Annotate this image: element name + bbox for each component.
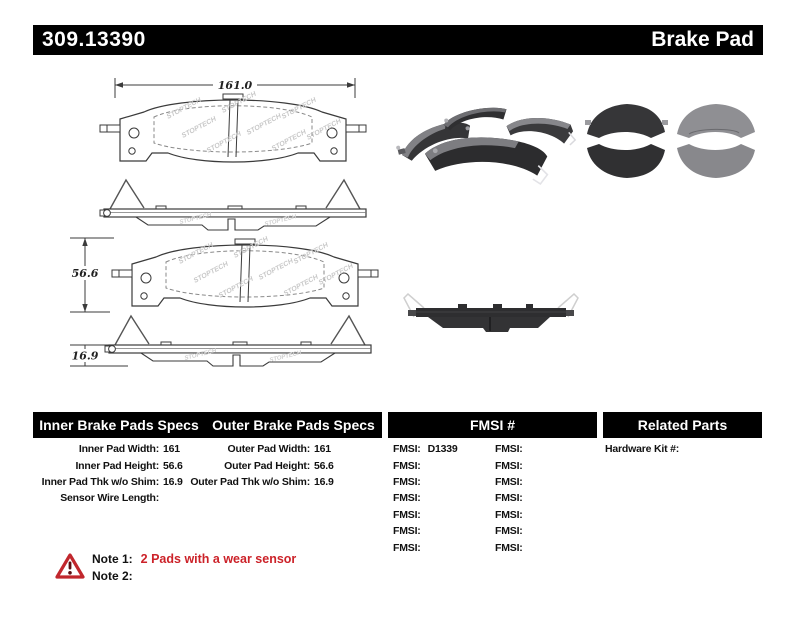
outer-specs-header: Outer Brake Pads Specs — [212, 417, 375, 433]
table-row: FMSI: — [495, 443, 523, 456]
product-name: Brake Pad — [651, 28, 754, 51]
table-row: FMSI: — [495, 475, 523, 488]
related-parts-header: Related Parts — [637, 417, 728, 433]
product-photo-pad-side — [398, 268, 583, 350]
photo-pad — [443, 106, 508, 130]
related-parts-header-bar — [603, 412, 762, 438]
pads-specs-header-bar — [33, 412, 382, 438]
note-2 — [92, 568, 141, 584]
table-row: FMSI: — [495, 492, 523, 505]
related-parts-column — [605, 441, 686, 457]
product-photo-pads-iso — [395, 98, 585, 188]
table-row: FMSI: — [393, 459, 421, 472]
table-row: FMSI: — [393, 525, 421, 538]
fmsi-header-bar — [388, 412, 597, 438]
note-2-label: Note 2: — [92, 569, 133, 583]
table-row: Inner Pad Thk w/o Shim: 16.9 — [41, 475, 183, 488]
table-row: Inner Pad Height: 56.6 — [75, 459, 183, 472]
table-row: FMSI: — [495, 459, 523, 472]
title-bar — [33, 25, 763, 55]
photo-pad — [587, 144, 665, 178]
fmsi-left-column — [393, 441, 458, 556]
inner-specs-column — [41, 441, 183, 507]
table-row: FMSI: D1339 — [393, 443, 458, 456]
fmsi-right-column — [495, 441, 530, 556]
table-row: Hardware Kit #: — [605, 443, 680, 456]
table-row: Sensor Wire Length: — [60, 492, 159, 505]
part-number: 309.13390 — [42, 28, 146, 51]
width-dimension-label: 161.0 — [217, 79, 253, 92]
table-row: Outer Pad Thk w/o Shim: 16.9 — [190, 475, 334, 488]
table-row: FMSI: — [393, 541, 421, 554]
inner-specs-header: Inner Brake Pads Specs — [39, 417, 199, 433]
photo-pad — [677, 104, 755, 138]
photo-pad — [585, 104, 668, 138]
specs-table — [33, 412, 762, 560]
note-1-text: 2 Pads with a wear sensor — [140, 552, 297, 566]
photo-pad — [677, 144, 755, 178]
fmsi-header: FMSI # — [469, 417, 516, 433]
product-photo-pads-flat — [585, 100, 760, 185]
table-row: FMSI: — [393, 508, 421, 521]
table-row: FMSI: — [393, 475, 421, 488]
table-row: FMSI: — [495, 541, 523, 554]
table-row: FMSI: — [495, 508, 523, 521]
table-row: FMSI: — [495, 525, 523, 538]
table-row: Outer Pad Height: 56.6 — [224, 459, 334, 472]
outer-specs-column — [185, 441, 334, 490]
technical-drawing-height-thickness — [58, 230, 388, 382]
note-1-label: Note 1: — [92, 552, 133, 566]
table-row: Outer Pad Width: 161 — [227, 443, 331, 456]
height-dimension-label: 56.6 — [71, 267, 99, 280]
thickness-dimension-label: 16.9 — [71, 349, 99, 363]
table-row: FMSI: — [393, 492, 421, 505]
table-row: Inner Pad Width: 161 — [78, 443, 180, 456]
technical-drawing-width — [75, 68, 385, 236]
note-1 — [92, 551, 296, 567]
warning-icon — [55, 552, 85, 580]
